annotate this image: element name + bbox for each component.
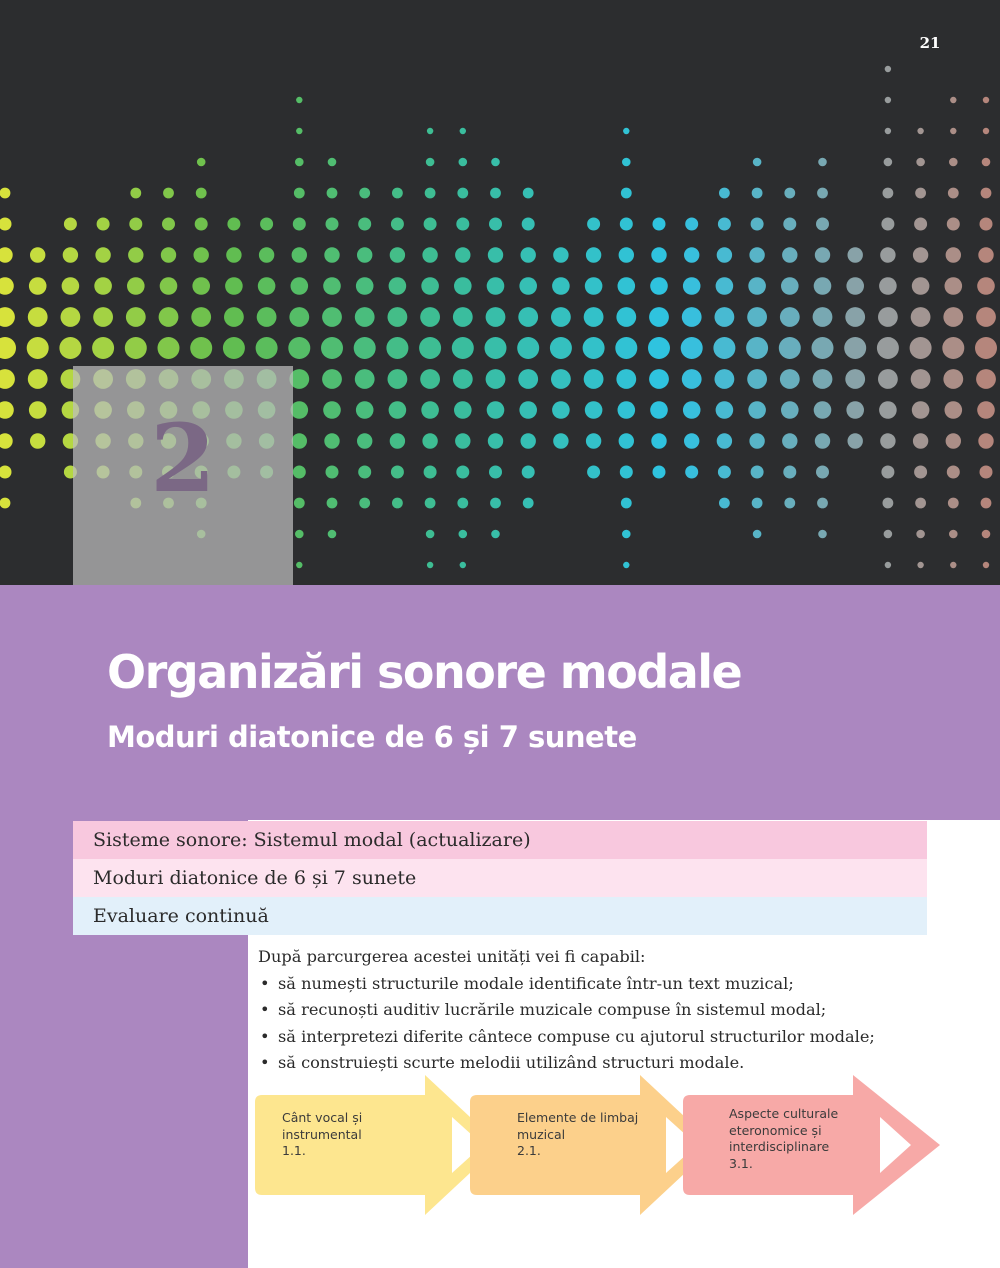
competency-text: eteronomice și: [729, 1122, 822, 1138]
competency-label-3: [729, 1106, 838, 1172]
chapter-number-box: [73, 366, 293, 585]
competency-code: 3.1.: [729, 1155, 753, 1171]
chapter-subtitle: Moduri diatonice de 6 și 7 sunete: [107, 720, 637, 754]
chapter-title: Organizări sonore modale: [107, 645, 742, 699]
objective-item: • să recunoști auditiv lucrările muzicale compuse în sistemul modal;: [258, 997, 978, 1024]
competency-text: interdisciplinare: [729, 1139, 830, 1154]
objective-item: • să numești structurile modale identificate într-un text muzical;: [258, 971, 978, 998]
page-number: 21: [919, 34, 941, 52]
competency-label-1: [282, 1110, 362, 1160]
competency-text: Cânt vocal și: [282, 1110, 363, 1125]
competency-text: muzical: [517, 1126, 566, 1142]
competency-text: Elemente de limbaj: [517, 1110, 639, 1125]
objective-item: • să interpretezi diferite cântece compuse cu ajutorul structurilor modale;: [258, 1024, 978, 1051]
competency-text: Aspecte culturale: [729, 1106, 839, 1121]
topic-item: Moduri diatonice de 6 și 7 sunete: [73, 859, 927, 897]
topic-item: Evaluare continuă: [73, 897, 927, 935]
competency-text: instrumental: [282, 1126, 362, 1142]
topics-list: [73, 821, 927, 935]
topic-item: Sisteme sonore: Sistemul modal (actualizare): [73, 821, 927, 859]
competency-label-2: [517, 1110, 638, 1160]
objectives-intro: După parcurgerea acestei unități vei fi capabil:: [258, 947, 646, 966]
competency-code: 2.1.: [517, 1143, 541, 1158]
objective-item: • să construiești scurte melodii utilizând structuri modale.: [258, 1050, 978, 1077]
competency-code: 1.1.: [282, 1143, 306, 1158]
chapter-number: 2: [150, 404, 216, 514]
